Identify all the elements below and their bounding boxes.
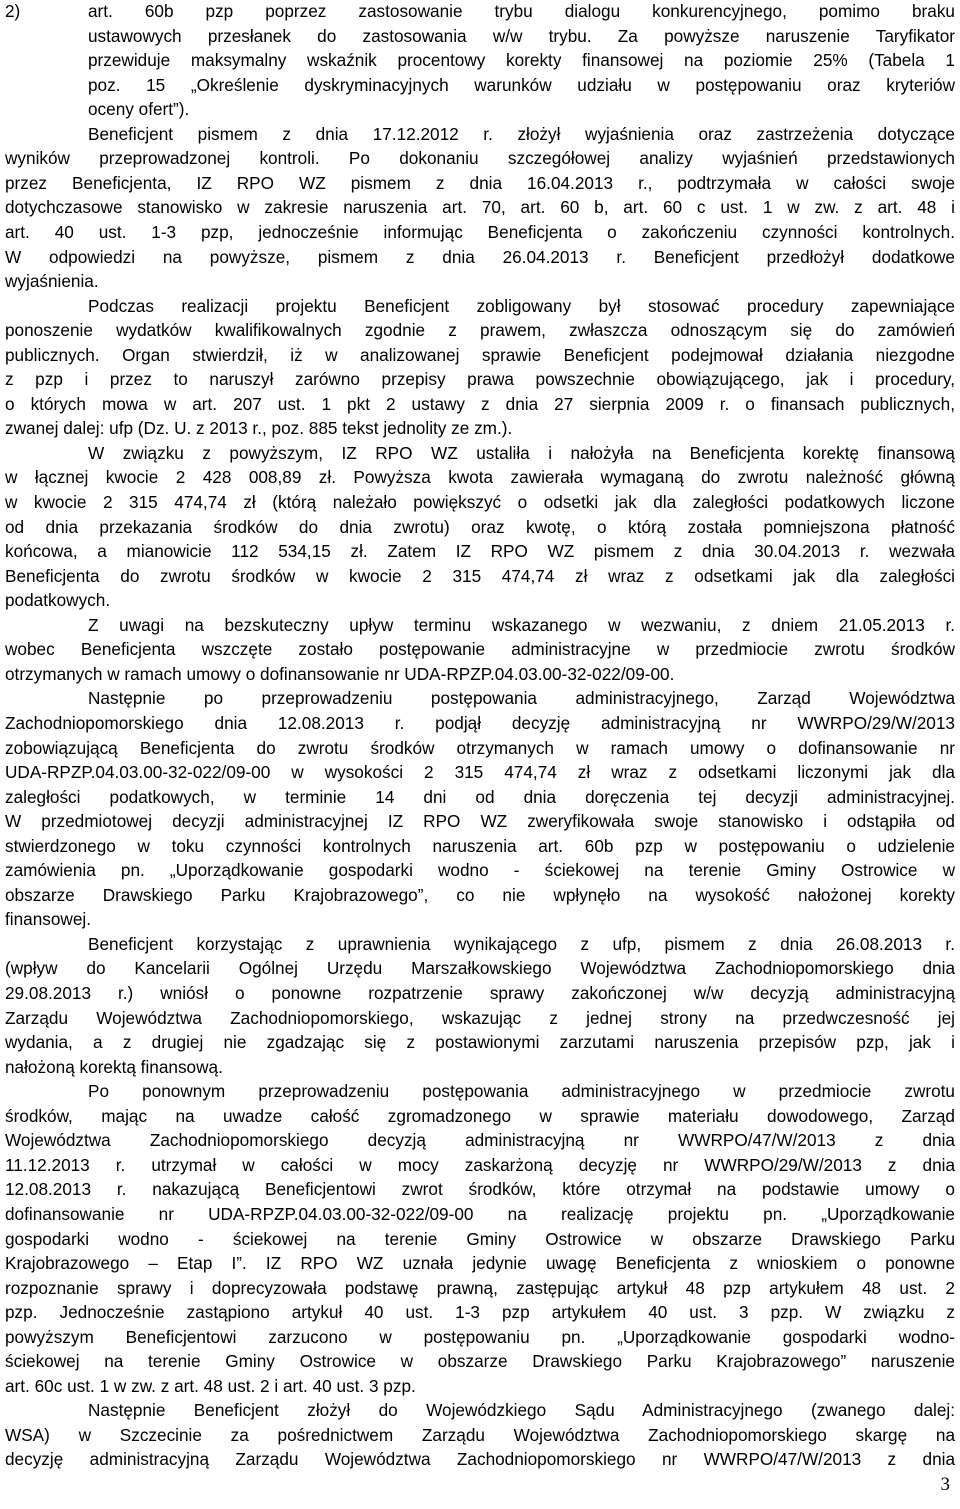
text-line: o których mowa w art. 207 ust. 1 pkt 2 ustawy z dnia 27 sierpnia 2009 r. o finansach publicznych, [5, 393, 955, 414]
text-line: art. 40 ust. 1-3 pzp, jednocześnie informując Beneficjenta o zakończeniu czynności kontrolnych. [5, 221, 955, 242]
text-line: podatkowych. [5, 590, 111, 611]
text-line: art. 60b pzp poprzez zastosowanie trybu dialogu konkurencyjnego, pomimo braku [88, 1, 955, 21]
text-line: (wpływ do Kancelarii Ogólnej Urzędu Marszałkowskiego Województwa Zachodniopomorskiego dnia [5, 958, 955, 979]
text-line: art. 60c ust. 1 w zw. z art. 48 ust. 2 i art. 40 ust. 3 pzp. [5, 1375, 416, 1396]
text-line: Zarządu Województwa Zachodniopomorskiego, wskazując z jednej strony na przedwczesność jej [5, 1007, 955, 1028]
text-line: przez Beneficjenta, IZ RPO WZ pismem z dnia 16.04.2013 r., podtrzymała w całości swoje [5, 172, 955, 193]
text-line: dofinansowanie nr UDA-RPZP.04.03.00-32-022/09-00 na realizację projektu pn. „Uporządkowanie [5, 1203, 955, 1224]
text-line: końcowa, a mianowicie 112 534,15 zł. Zatem IZ RPO WZ pismem z dnia 30.04.2013 r. wezwała [5, 541, 955, 562]
text-line: 29.08.2013 r.) wniósł o ponowne rozpatrzenie sprawy zakończonej w/w decyzją administracyjną [5, 983, 955, 1003]
text-line: w kwocie 2 315 474,74 zł (którą należało powiększyć o odsetki jak dla zaległości podatkowych liczone [5, 492, 955, 512]
text-line: od dnia przekazania środków do dnia zwrotu) oraz kwotę, o którą została pomniejszona płatność [5, 516, 955, 537]
text-line: gospodarki wodno - ściekowej na terenie Gminy Ostrowice w obszarze Drawskiego Parku [5, 1228, 955, 1249]
text-line: stwierdzonego w toku czynności kontrolnych naruszenia art. 60b pzp w postępowaniu o udzielenie [5, 835, 955, 856]
text-line: dotychczasowe stanowisko w zakresie naruszenia art. 70, art. 60 b, art. 60 c ust. 1 w zw. z art. 48 i [5, 197, 955, 218]
text-line: wobec Beneficjenta wszczęte zostało postępowanie administracyjne w przedmiocie zwrotu środków [5, 639, 955, 660]
text-line: 12.08.2013 r. nakazującą Beneficjentowi zwrot środków, które otrzymał na podstawie umowy o [5, 1179, 955, 1200]
text-line: nałożoną korektą finansową. [5, 1056, 223, 1077]
text-line: ponoszenie wydatków kwalifikowalnych zgodnie z prawem, zwłaszcza odnoszącym się do zamówień [5, 320, 955, 341]
text-line: oceny ofert”). [88, 99, 190, 120]
text-line: ustawowych przesłanek do zastosowania w/w trybu. Za powyższe naruszenie Taryfikator [88, 25, 955, 46]
text-line: Beneficjent pismem z dnia 17.12.2012 r. złożył wyjaśnienia oraz zastrzeżenia dotyczące [88, 123, 955, 144]
text-line: pzp. Jednocześnie zastąpiono artykuł 40 ust. 1-3 pzp artykułem 40 ust. 3 pzp. W związku z [5, 1302, 955, 1323]
text-line: obszarze Drawskiego Parku Krajobrazowego”, co nie wpłynęło na wysokość nałożonej korekty [5, 884, 955, 905]
text-line: Z uwagi na bezskuteczny upływ terminu wskazanego w wezwaniu, z dniem 21.05.2013 r. [88, 614, 955, 635]
item-number: 2) [5, 1, 21, 21]
text-line: W odpowiedzi na powyższe, pismem z dnia 26.04.2013 r. Beneficjent przedłożył dodatkowe [5, 246, 955, 267]
page-number: 3 [940, 1474, 950, 1495]
text-line: zamówienia pn. „Uporządkowanie gospodarki wodno - ściekowej na terenie Gminy Ostrowice w [5, 860, 955, 881]
text-line: zwanej dalej: ufp (Dz. U. z 2013 r., poz. 885 tekst jednolity ze zm.). [5, 418, 513, 439]
text-line: powyższym Beneficjentowi zarzucono w postępowaniu pn. „Uporządkowanie gospodarki wodno- [5, 1326, 955, 1347]
text-line: ściekowej na terenie Gminy Ostrowice w obszarze Drawskiego Parku Krajobrazowego” naruszenie [5, 1351, 955, 1372]
text-line: Po ponownym przeprowadzeniu postępowania administracyjnego w przedmiocie zwrotu [88, 1081, 955, 1102]
text-line: rozpoznanie sprawy i doprecyzowała podstawę prawną, zastępując artykuł 48 pzp artykułem 48 ust. 2 [5, 1277, 955, 1298]
text-line: środków, mając na uwadze całość zgromadzonego w sprawie materiału dowodowego, Zarząd [5, 1105, 955, 1126]
text-line: 11.12.2013 r. utrzymał w całości w mocy zaskarżoną decyzję nr WWRPO/29/W/2013 z dnia [5, 1154, 955, 1175]
text-line: poz. 15 „Określenie dyskryminacyjnych warunków udziału w postępowaniu oraz kryteriów [88, 74, 955, 95]
text-line: decyzję administracyjną Zarządu Województwa Zachodniopomorskiego nr WWRPO/47/W/2013 z dnia [5, 1449, 955, 1470]
text-line: wydania, a z drugiej nie zgadzając się z postawionymi zarzutami naruszenia przepisów pzp, jak i [5, 1032, 955, 1053]
text-line: przewiduje maksymalny wskaźnik procentowy korekty finansowej na poziomie 25% (Tabela 1 [88, 50, 955, 71]
text-line: otrzymanych w ramach umowy o dofinansowanie nr UDA-RPZP.04.03.00-32-022/09-00. [5, 663, 675, 684]
text-line: zobowiązującą Beneficjenta do zwrotu środków otrzymanych w ramach umowy o dofinansowanie nr [5, 737, 955, 758]
text-line: wyjaśnienia. [5, 271, 99, 292]
text-line: finansowej. [5, 909, 91, 930]
text-line: Podczas realizacji projektu Beneficjent zobligowany był stosować procedury zapewniające [88, 295, 955, 316]
text-line: Następnie Beneficjent złożył do Wojewódzkiego Sądu Administracyjnego (zwanego dalej: [88, 1400, 955, 1421]
text-line: W związku z powyższym, IZ RPO WZ ustaliła i nałożyła na Beneficjenta korektę finansową [88, 442, 955, 463]
text-line: w łącznej kwocie 2 428 008,89 zł. Powyższa kwota zawierała wymaganą do zwrotu należność główną [5, 467, 955, 488]
text-line: Następnie po przeprowadzeniu postępowania administracyjnego, Zarząd Województwa [88, 688, 955, 709]
text-line: wyników przeprowadzonej kontroli. Po dokonaniu szczegółowej analizy wyjaśnień przedstawionych [5, 148, 955, 169]
text-line: Krajobrazowego – Etap I”. IZ RPO WZ uznała jedynie uwagę Beneficjenta z wnioskiem o ponowne [5, 1253, 955, 1274]
text-line: zaległości podatkowych, w terminie 14 dni od dnia doręczenia tej decyzji administracyjnej. [5, 786, 955, 807]
text-line: WSA) w Szczecinie za pośrednictwem Zarządu Województwa Zachodniopomorskiego skargę na [5, 1424, 955, 1445]
text-line: publicznych. Organ stwierdził, iż w analizowanej sprawie Beneficjent podejmował działania niezgodne [5, 344, 955, 365]
text-line: z pzp i przez to naruszył zarówno przepisy prawa powszechnie obowiązującego, jak i procedury, [5, 369, 955, 390]
text-line: Województwa Zachodniopomorskiego decyzją administracyjną nr WWRPO/47/W/2013 z dnia [5, 1130, 955, 1151]
text-line: Zachodniopomorskiego dnia 12.08.2013 r. podjął decyzję administracyjną nr WWRPO/29/W/2013 [5, 712, 955, 733]
text-line: Beneficjenta do zwrotu środków w kwocie 2 315 474,74 zł wraz z odsetkami jak dla zaległości [5, 565, 955, 586]
text-line: UDA-RPZP.04.03.00-32-022/09-00 w wysokości 2 315 474,74 zł wraz z odsetkami liczonymi jak dla [5, 762, 955, 783]
text-line: Beneficjent korzystając z uprawnienia wynikającego z ufp, pismem z dnia 26.08.2013 r. [88, 933, 955, 954]
text-line: W przedmiotowej decyzji administracyjnej IZ RPO WZ zweryfikowała swoje stanowisko i odstąpiła od [5, 811, 955, 832]
